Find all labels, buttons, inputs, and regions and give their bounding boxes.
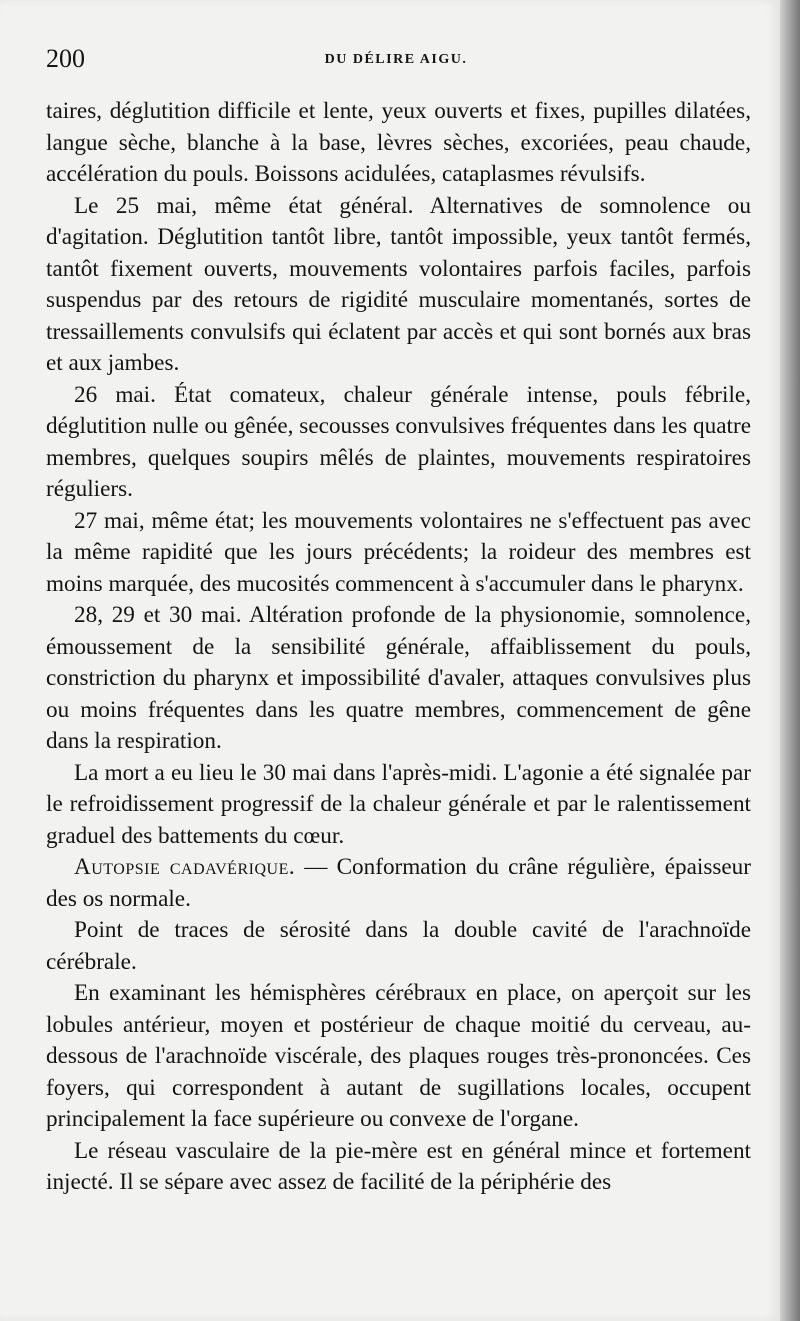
paragraph-autopsie <box>46 852 751 915</box>
paragraph-28-30-mai: 28, 29 et 30 mai. Altération profonde de la physionomie, somnolence, émoussement de la sensibilité générale, affaiblissement du pouls, constriction du pharynx et impossibilité d'avaler, attaques convulsives plus ou moins fréquentes dans les quatre membres, commencement de gêne dans la respiration. <box>46 602 751 754</box>
autopsie-label: Autopsie cadavérique. <box>74 854 296 880</box>
paragraph-mort: La mort a eu lieu le 30 mai dans l'après-midi. L'agonie a été signalée par le refroidissement progressif de la chaleur générale et par le ralentissement graduel des battements du cœur. <box>46 759 751 849</box>
paragraph-pie-mere: Le réseau vasculaire de la pie-mère est en général mince et fortement injecté. Il se sépare avec assez de facilité de la périphérie des <box>46 1137 751 1195</box>
paragraph-continuation: taires, déglutition difficile et lente, yeux ouverts et fixes, pupilles dilatées, langue sèche, blanche à la base, lèvres sèches, excoriées, peau chaude, accélération du pouls. Boissons acidulées, cataplasmes révulsifs. <box>46 98 751 187</box>
paragraph-serosite: Point de traces de sérosité dans la double cavité de l'arachnoïde cérébrale. <box>46 917 751 975</box>
page-header <box>46 44 746 76</box>
paragraph-26-mai: 26 mai. État comateux, chaleur générale intense, pouls fébrile, déglutition nulle ou gênée, secousses convulsives fréquentes dans les quatre membres, quelques soupirs mêlés de plaintes, mouvements respiratoires réguliers. <box>46 381 751 502</box>
page-number: 200 <box>46 44 85 73</box>
body-text <box>46 96 751 1199</box>
page-edge-shadow <box>780 0 800 1321</box>
autopsie-text: — Conformation du crâne régulière, épaisseur des os normale. <box>46 854 751 912</box>
running-title: DU DÉLIRE AIGU. <box>324 52 468 67</box>
paragraph-27-mai: 27 mai, même état; les mouvements volontaires ne s'effectuent pas avec la même rapidité que les jours précédents; la roideur des membres est moins marquée, des mucosités commencent à s'accumuler dans le pharynx. <box>46 507 751 597</box>
paragraph-25-mai: Le 25 mai, même état général. Alternatives de somnolence ou d'agitation. Déglutition tantôt libre, tantôt impossible, yeux tantôt fermés, tantôt fixement ouverts, mouvements volontaires parfois faciles, parfois suspendus par des retours de rigidité musculaire momentanés, sortes de tressaillements convulsifs qui éclatent par accès et qui sont bornés aux bras et aux jambes. <box>46 192 751 376</box>
paragraph-hemispheres: En examinant les hémisphères cérébraux en place, on aperçoit sur les lobules antérieur, moyen et postérieur de chaque moitié du cerveau, au-dessous de l'arachnoïde viscérale, des plaques rouges très-prononcées. Ces foyers, qui correspondent à autant de sugillations locales, occupent principalement la face supérieure ou convexe de l'organe. <box>46 980 751 1132</box>
